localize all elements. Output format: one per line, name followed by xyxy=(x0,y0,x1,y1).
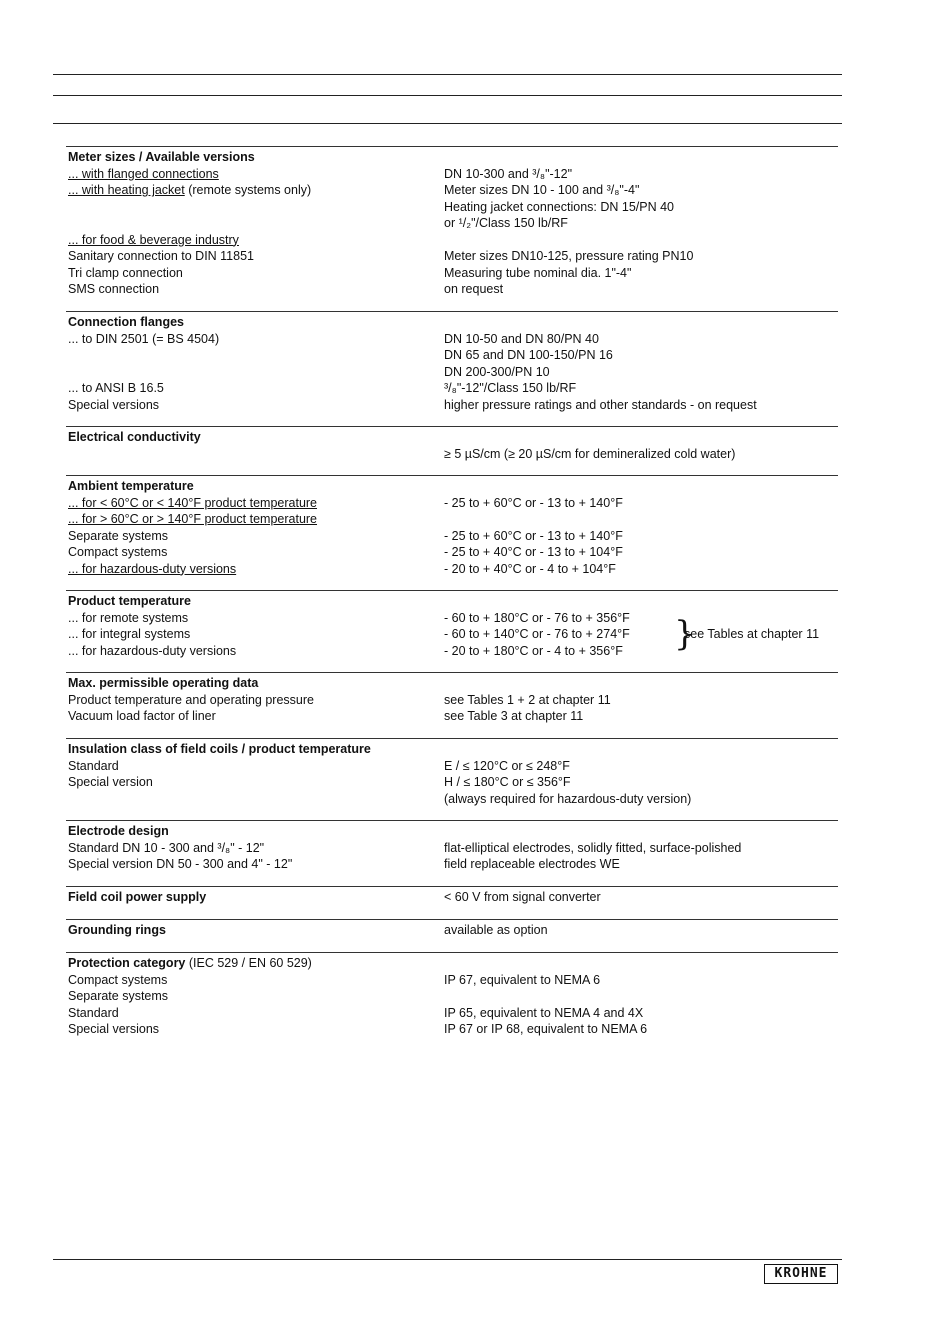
spec-row xyxy=(66,840,838,857)
spec-value: higher pressure ratings and other standards - on request xyxy=(444,397,757,412)
footer-rule xyxy=(53,1259,842,1260)
spec-label xyxy=(68,1005,119,1022)
label-segment: (IEC 529 / EN 60 529) xyxy=(185,956,312,970)
spec-row xyxy=(66,610,838,627)
spec-value: - 25 to + 40°C or - 13 to + 104°F xyxy=(444,545,623,559)
section-connection-flanges xyxy=(66,311,838,412)
spec-row xyxy=(66,364,838,381)
spec-row xyxy=(66,331,838,348)
label-segment: ... for hazardous-duty versions xyxy=(68,561,237,576)
spec-label xyxy=(68,166,219,183)
label-segment: Separate systems xyxy=(68,528,169,543)
spec-label xyxy=(68,281,159,298)
label-segment: ... to DIN 2501 (= BS 4504) xyxy=(68,331,220,346)
spec-row xyxy=(66,922,838,939)
section-heading xyxy=(68,314,184,331)
spec-value: - 20 to + 180°C or - 4 to + 356°F xyxy=(444,643,623,658)
section-heading xyxy=(68,741,371,758)
spec-row xyxy=(66,429,838,446)
spec-row xyxy=(66,166,838,183)
label-segment: ... for hazardous-duty versions xyxy=(68,643,237,658)
label-segment: Separate systems xyxy=(68,989,169,1003)
section-grounding-rings xyxy=(66,919,838,937)
label-segment: SMS connection xyxy=(68,282,160,296)
spec-label xyxy=(68,397,159,414)
spec-row xyxy=(66,528,838,545)
section-heading xyxy=(68,823,169,840)
label-segment: Insulation class of field coils / product temperature xyxy=(68,742,371,756)
spec-row xyxy=(66,955,838,972)
spec-label xyxy=(68,708,216,725)
spec-row xyxy=(66,675,838,692)
spec-row xyxy=(66,561,838,578)
label-segment: ... with flanged connections xyxy=(68,166,219,181)
section-heading xyxy=(68,922,166,939)
label-segment: ... for food & beverage industry xyxy=(68,232,239,247)
label-segment: Special version DN 50 - 300 and 4" - 12" xyxy=(68,857,293,871)
spec-row xyxy=(66,741,838,758)
label-segment: ... for < 60°C or < 140°F product temperature xyxy=(68,495,318,510)
label-segment: Special version xyxy=(68,775,153,789)
spec-value: field replaceable electrodes WE xyxy=(444,857,620,871)
spec-value: Heating jacket connections: DN 15/PN 40 xyxy=(444,199,674,214)
section-heading xyxy=(68,149,255,166)
spec-value: - 25 to + 60°C or - 13 to + 140°F xyxy=(444,528,623,543)
label-segment: Protection category xyxy=(68,956,186,970)
label-segment: Electrical conductivity xyxy=(68,430,201,444)
spec-value: - 20 to + 40°C or - 4 to + 104°F xyxy=(444,561,616,576)
spec-row xyxy=(66,314,838,331)
krohne-logo: KROHNE xyxy=(764,1264,838,1284)
spec-row xyxy=(66,692,838,709)
label-segment: Product temperature xyxy=(68,594,191,608)
spec-row xyxy=(66,1021,838,1038)
spec-value: or ¹/₂"/Class 150 lb/RF xyxy=(444,216,568,230)
spec-label xyxy=(68,1021,159,1038)
label-segment: Standard DN 10 - 300 and ³/₈" - 12" xyxy=(68,840,265,855)
label-segment: ... for remote systems xyxy=(68,610,189,625)
label-segment: Meter sizes / Available versions xyxy=(68,150,255,164)
spec-row xyxy=(66,248,838,265)
spec-value: IP 65, equivalent to NEMA 4 and 4X xyxy=(444,1005,644,1020)
spec-row xyxy=(66,478,838,495)
label-segment: Standard xyxy=(68,758,119,773)
brace-icon: } xyxy=(674,613,696,654)
spec-row xyxy=(66,495,838,512)
section-heading xyxy=(68,593,191,610)
spec-label xyxy=(68,856,292,873)
spec-value: Meter sizes DN 10 - 100 and ³/₈"-4" xyxy=(444,183,640,197)
section-meter-sizes xyxy=(66,146,838,296)
spec-row xyxy=(66,1005,838,1022)
spec-value: E / ≤ 120°C or ≤ 248°F xyxy=(444,758,570,773)
spec-label xyxy=(68,248,254,265)
label-segment: ... for > 60°C or > 140°F product temperature xyxy=(68,512,318,526)
label-segment: Grounding rings xyxy=(68,923,166,937)
spec-value: see Tables 1 + 2 at chapter 11 xyxy=(444,692,611,707)
spec-label xyxy=(68,265,183,282)
spec-row xyxy=(66,281,838,298)
section-electrical-conductivity xyxy=(66,426,838,461)
label-segment: ... to ANSI B 16.5 xyxy=(68,381,164,395)
spec-value: flat-elliptical electrodes, solidly fitted, surface-polished xyxy=(444,840,742,855)
spec-row xyxy=(66,199,838,216)
spec-value: H / ≤ 180°C or ≤ 356°F xyxy=(444,775,571,789)
spec-label xyxy=(68,331,219,348)
spec-row xyxy=(66,347,838,364)
spec-row xyxy=(66,511,838,528)
spec-value: DN 10-300 and ³/₈"-12" xyxy=(444,166,573,181)
section-field-coil-power xyxy=(66,886,838,904)
section-electrode-design xyxy=(66,820,838,871)
label-segment: Connection flanges xyxy=(68,315,184,329)
spec-label xyxy=(68,972,167,989)
spec-label xyxy=(68,511,317,528)
spec-value: on request xyxy=(444,282,504,296)
spec-label xyxy=(68,380,164,397)
header-rule-2 xyxy=(53,95,842,96)
spec-value: < 60 V from signal converter xyxy=(444,890,601,904)
section-max-operating-data xyxy=(66,672,838,723)
section-heading xyxy=(68,675,258,692)
spec-value: IP 67, equivalent to NEMA 6 xyxy=(444,972,601,987)
label-segment: Vacuum load factor of liner xyxy=(68,709,216,723)
spec-label xyxy=(68,528,168,545)
spec-row xyxy=(66,988,838,1005)
spec-value: DN 65 and DN 100-150/PN 16 xyxy=(444,348,613,362)
spec-row xyxy=(66,774,838,791)
spec-label xyxy=(68,692,314,709)
label-segment: Special versions xyxy=(68,397,160,412)
brace-note: see Tables at chapter 11 xyxy=(684,627,820,641)
section-protection-category xyxy=(66,952,838,1036)
spec-label xyxy=(68,840,264,857)
spec-label xyxy=(68,544,167,561)
label-segment: Standard xyxy=(68,1005,119,1020)
spec-value: Meter sizes DN10-125, pressure rating PN10 xyxy=(444,249,694,263)
label-segment: Tri clamp connection xyxy=(68,265,183,280)
spec-row xyxy=(66,265,838,282)
section-heading xyxy=(68,955,312,972)
spec-label xyxy=(68,988,168,1005)
label-segment: Field coil power supply xyxy=(68,890,207,904)
spec-row xyxy=(66,758,838,775)
spec-label xyxy=(68,758,119,775)
spec-value: Measuring tube nominal dia. 1"-4" xyxy=(444,265,632,280)
label-segment: Ambient temperature xyxy=(68,479,194,493)
spec-row xyxy=(66,149,838,166)
spec-row xyxy=(66,182,838,199)
spec-label xyxy=(68,232,239,249)
spec-value: - 60 to + 140°C or - 76 to + 274°F xyxy=(444,627,630,641)
spec-row xyxy=(66,889,838,906)
spec-label xyxy=(68,495,317,512)
spec-row xyxy=(66,232,838,249)
spec-value: see Table 3 at chapter 11 xyxy=(444,709,584,723)
label-segment: (remote systems only) xyxy=(184,183,312,197)
spec-row xyxy=(66,856,838,873)
spec-row xyxy=(66,823,838,840)
spec-label xyxy=(68,610,188,627)
section-product-temperature xyxy=(66,590,838,658)
spec-row xyxy=(66,544,838,561)
section-heading xyxy=(68,889,206,906)
section-insulation-class xyxy=(66,738,838,806)
spec-value: - 60 to + 180°C or - 76 to + 356°F xyxy=(444,610,630,625)
spec-row xyxy=(66,643,838,660)
label-segment: ... with heating jacket xyxy=(68,183,185,197)
spec-value: ³/₈"-12"/Class 150 lb/RF xyxy=(444,381,577,395)
spec-row xyxy=(66,708,838,725)
label-segment: Sanitary connection to DIN 11851 xyxy=(68,249,254,263)
spec-label xyxy=(68,774,153,791)
spec-row xyxy=(66,791,838,808)
section-heading xyxy=(68,478,194,495)
header-rule-3 xyxy=(53,123,842,124)
section-ambient-temperature xyxy=(66,475,838,576)
spec-row xyxy=(66,446,838,463)
spec-value: ≥ 5 µS/cm (≥ 20 µS/cm for demineralized cold water) xyxy=(444,446,736,461)
spec-label xyxy=(68,643,236,660)
spec-value: DN 200-300/PN 10 xyxy=(444,364,550,379)
label-segment: Compact systems xyxy=(68,972,168,987)
spec-row xyxy=(66,215,838,232)
label-segment: Special versions xyxy=(68,1022,160,1036)
label-segment: Product temperature and operating pressure xyxy=(68,692,314,707)
spec-value: DN 10-50 and DN 80/PN 40 xyxy=(444,331,599,346)
spec-row xyxy=(66,397,838,414)
spec-value: (always required for hazardous-duty version) xyxy=(444,791,692,806)
spec-label xyxy=(68,626,190,643)
spec-row xyxy=(66,972,838,989)
label-segment: Electrode design xyxy=(68,824,169,838)
section-heading xyxy=(68,429,201,446)
spec-value: - 25 to + 60°C or - 13 to + 140°F xyxy=(444,495,623,510)
spec-row xyxy=(66,593,838,610)
spec-label xyxy=(68,182,311,199)
spec-value: IP 67 or IP 68, equivalent to NEMA 6 xyxy=(444,1022,648,1036)
label-segment: ... for integral systems xyxy=(68,627,191,641)
header-rule-1 xyxy=(53,74,842,75)
spec-row xyxy=(66,380,838,397)
spec-value: available as option xyxy=(444,923,548,937)
spec-label xyxy=(68,561,236,578)
label-segment: Max. permissible operating data xyxy=(68,676,259,690)
label-segment: Compact systems xyxy=(68,545,168,559)
